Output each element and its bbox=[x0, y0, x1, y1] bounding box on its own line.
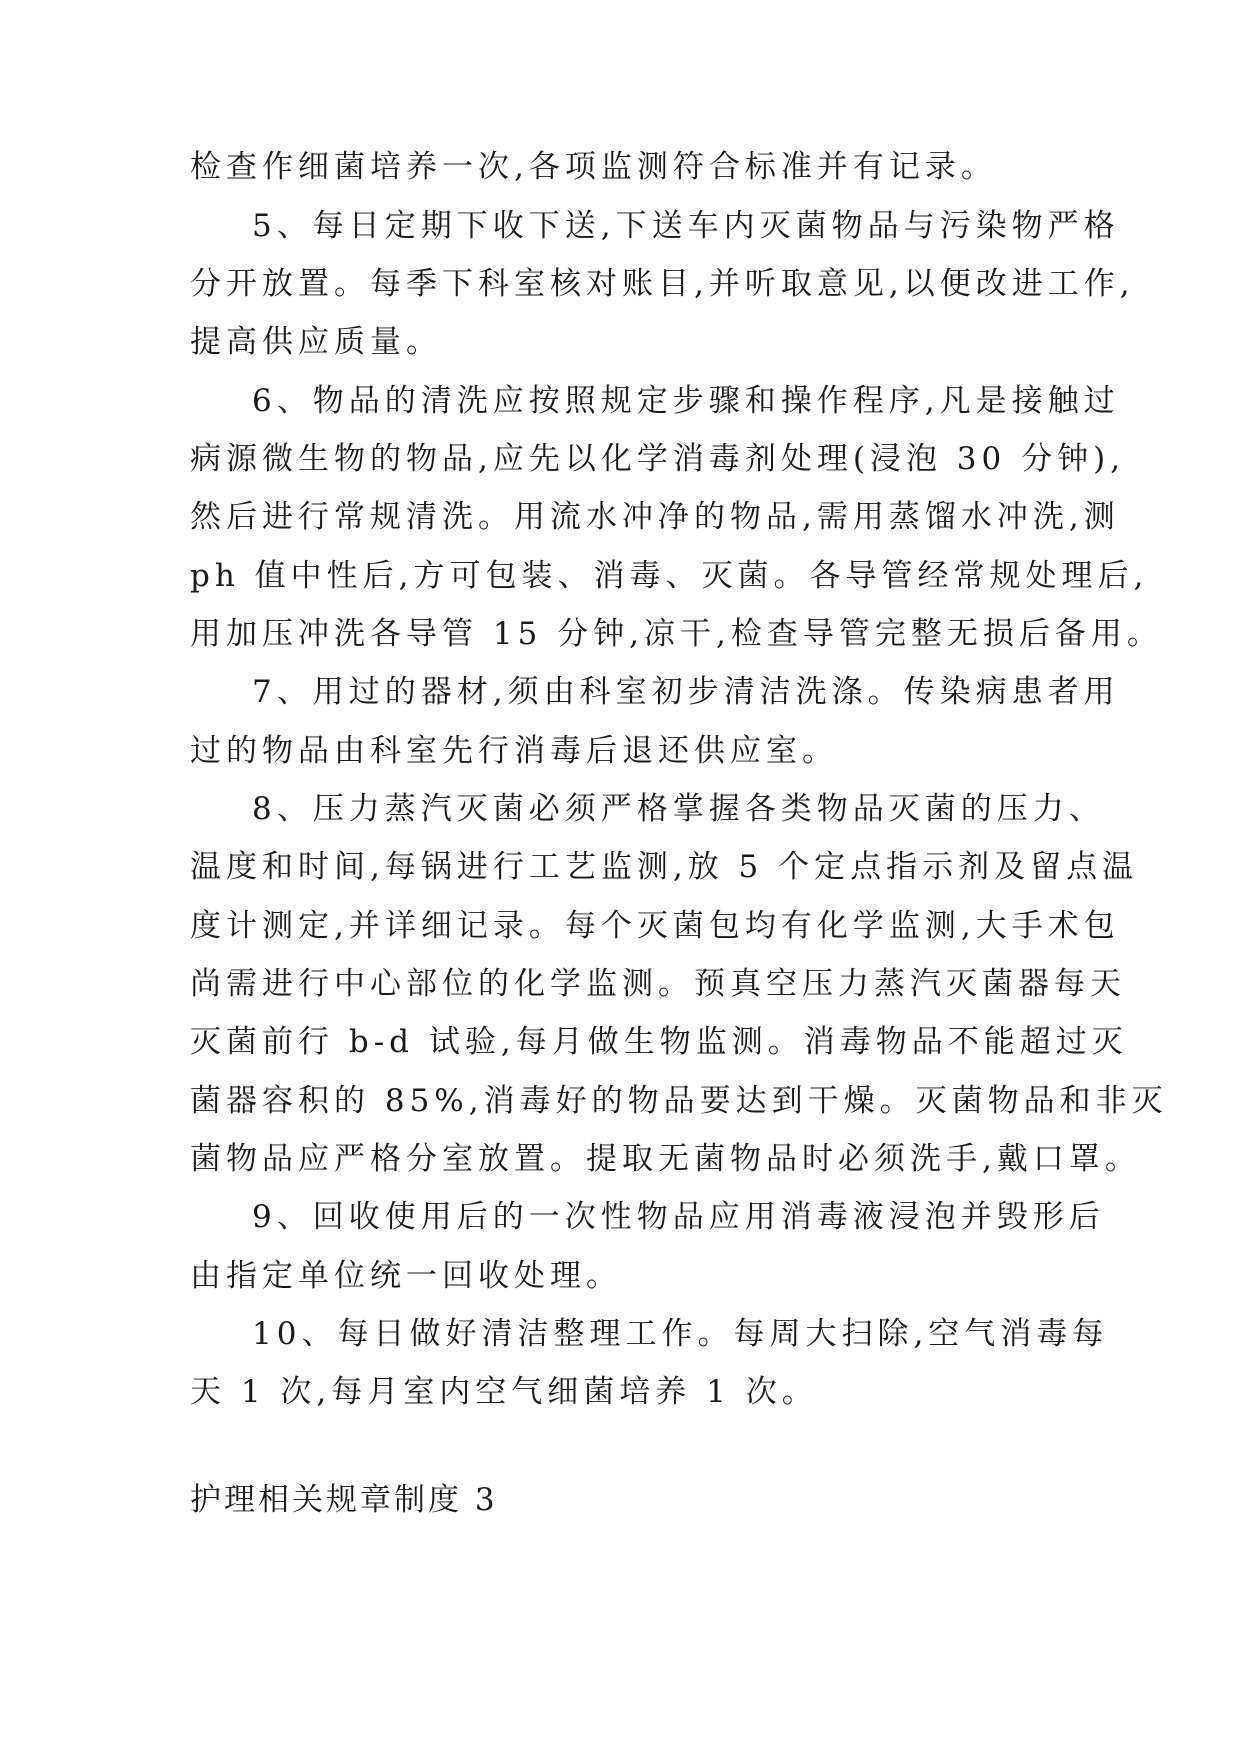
text-line: 7、用过的器材,须由科室初步清洁洗涤。传染病患者用 bbox=[252, 674, 1120, 710]
text-line: 检查作细菌培养一次,各项监测符合标准并有记录。 bbox=[190, 149, 997, 185]
text-line: 分开放置。每季下科室核对账目,并听取意见,以便改进工作, bbox=[190, 266, 1135, 302]
text-line: 用加压冲洗各导管 15 分钟,凉干,检查导管完整无损后备用。 bbox=[190, 616, 1163, 652]
section-heading: 护理相关规章制度 3 bbox=[190, 1482, 498, 1518]
text-line: 灭菌前行 b-d 试验,每月做生物监测。消毒物品不能超过灭 bbox=[190, 1024, 1128, 1060]
text-line: 5、每日定期下收下送,下送车内灭菌物品与污染物严格 bbox=[252, 208, 1120, 244]
text-line: 病源微生物的物品,应先以化学消毒剂处理(浸泡 30 分钟), bbox=[190, 441, 1126, 477]
text-line: 菌器容积的 85%,消毒好的物品要达到干燥。灭菌物品和非灭 bbox=[190, 1083, 1168, 1119]
text-line: 8、压力蒸汽灭菌必须严格掌握各类物品灭菌的压力、 bbox=[252, 791, 1105, 827]
text-line: 菌物品应严格分室放置。提取无菌物品时必须洗手,戴口罩。 bbox=[190, 1141, 1141, 1177]
text-line: 温度和时间,每锅进行工艺监测,放 5 个定点指示剂及留点温 bbox=[190, 849, 1139, 885]
text-line: 然后进行常规清洗。用流水冲净的物品,需用蒸馏水冲洗,测 bbox=[190, 499, 1120, 535]
text-line: 度计测定,并详细记录。每个灭菌包均有化学监测,大手术包 bbox=[190, 908, 1120, 944]
text-line: 10、每日做好清洁整理工作。每周大扫除,空气消毒每 bbox=[252, 1316, 1109, 1352]
text-line: ph 值中性后,方可包装、消毒、灭菌。各导管经常规处理后, bbox=[190, 558, 1149, 594]
text-line: 天 1 次,每月室内空气细菌培养 1 次。 bbox=[190, 1374, 818, 1410]
text-line: 尚需进行中心部位的化学监测。预真空压力蒸汽灭菌器每天 bbox=[190, 966, 1126, 1002]
text-line: 6、物品的清洗应按照规定步骤和操作程序,凡是接触过 bbox=[252, 383, 1120, 419]
text-line: 提高供应质量。 bbox=[190, 324, 442, 360]
text-line: 9、回收使用后的一次性物品应用消毒液浸泡并毁形后 bbox=[252, 1199, 1105, 1235]
text-line: 过的物品由科室先行消毒后退还供应室。 bbox=[190, 733, 838, 769]
text-line: 由指定单位统一回收处理。 bbox=[190, 1258, 622, 1294]
